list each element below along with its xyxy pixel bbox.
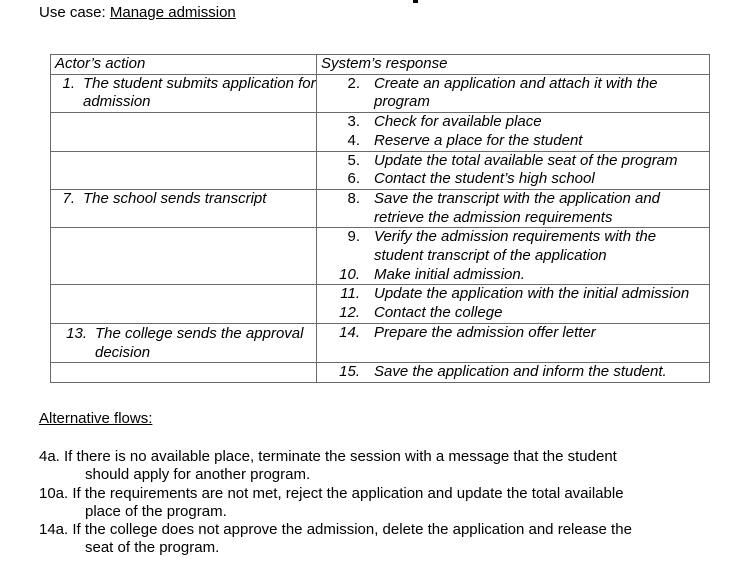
actor-cell bbox=[51, 363, 317, 383]
system-cell bbox=[317, 74, 710, 112]
actor-cell bbox=[51, 151, 317, 189]
step-text: Save the application and inform the student. bbox=[374, 363, 667, 381]
system-cell bbox=[317, 285, 710, 323]
system-cell bbox=[317, 189, 710, 227]
alt-flow-line: 4a. If there is no available place, terminate the session with a message that the student bbox=[39, 448, 617, 465]
table-row bbox=[51, 323, 710, 362]
alternative-flow-item bbox=[39, 485, 699, 521]
step-number: 11. bbox=[340, 285, 360, 303]
actor-step bbox=[51, 75, 316, 112]
step-number: 5. bbox=[347, 151, 360, 169]
table-row bbox=[51, 363, 710, 383]
table-row bbox=[51, 189, 710, 227]
step-number: 12. bbox=[339, 304, 360, 322]
table-row bbox=[51, 151, 710, 189]
actor-cell bbox=[51, 74, 317, 112]
step-number: 3. bbox=[347, 113, 360, 131]
system-step bbox=[317, 170, 709, 189]
system-cell bbox=[317, 151, 710, 189]
actor-step bbox=[51, 190, 316, 209]
step-number: 15. bbox=[339, 363, 360, 381]
system-step bbox=[317, 228, 709, 265]
actor-cell bbox=[51, 189, 317, 227]
table-row bbox=[51, 228, 710, 285]
step-text: The school sends transcript bbox=[83, 189, 267, 207]
page-mark bbox=[413, 0, 418, 3]
system-step bbox=[317, 285, 709, 304]
alt-flow-line: 14a. If the college does not approve the admission, delete the application and release the bbox=[39, 521, 632, 538]
step-number: 9. bbox=[347, 228, 360, 246]
system-header-cell bbox=[317, 55, 710, 75]
step-number: 4. bbox=[347, 131, 360, 149]
alt-flow-line: seat of the program. bbox=[85, 539, 220, 556]
actor-cell bbox=[51, 228, 317, 285]
step-text: Update the application with the initial admission bbox=[374, 285, 690, 303]
system-step bbox=[317, 132, 709, 151]
alternative-flows-title: Alternative flows: bbox=[39, 410, 153, 427]
alt-flow-line: should apply for another program. bbox=[85, 466, 311, 483]
system-step bbox=[317, 113, 709, 132]
step-text: Reserve a place for the student bbox=[374, 131, 583, 149]
actor-cell bbox=[51, 285, 317, 323]
step-number: 14. bbox=[339, 323, 360, 341]
system-cell bbox=[317, 113, 710, 151]
step-text: The student submits application for admission bbox=[83, 74, 316, 111]
system-step bbox=[317, 190, 709, 227]
system-step bbox=[317, 324, 709, 343]
actor-cell bbox=[51, 113, 317, 151]
actor-header: Actor’s action bbox=[55, 55, 146, 72]
alternative-flow-item bbox=[39, 448, 699, 484]
step-text: Save the transcript with the application and retrieve the admission requirements bbox=[374, 189, 661, 226]
table-row bbox=[51, 285, 710, 323]
step-text: Contact the student’s high school bbox=[374, 170, 595, 188]
step-number: 1. bbox=[62, 74, 75, 92]
use-case-name: Manage admission bbox=[109, 4, 236, 21]
step-text: The college sends the approval decision bbox=[95, 324, 304, 361]
step-number: 10. bbox=[339, 265, 360, 283]
step-number: 6. bbox=[347, 170, 360, 188]
table-header-row bbox=[51, 55, 710, 75]
use-case-label: Use case: bbox=[39, 4, 106, 21]
system-step bbox=[317, 75, 709, 112]
alt-flow-line: place of the program. bbox=[85, 503, 227, 520]
table-row bbox=[51, 74, 710, 112]
use-case-flow-table bbox=[50, 54, 710, 383]
actor-cell bbox=[51, 323, 317, 362]
step-number: 13. bbox=[66, 324, 87, 342]
step-text: Make initial admission. bbox=[374, 265, 525, 283]
system-header: System’s response bbox=[321, 55, 448, 72]
system-step bbox=[317, 304, 709, 323]
step-number: 8. bbox=[347, 189, 360, 207]
alternative-flow-item bbox=[39, 521, 699, 557]
step-number: 2. bbox=[347, 74, 360, 92]
system-cell bbox=[317, 363, 710, 383]
actor-header-cell bbox=[51, 55, 317, 75]
step-text: Create an application and attach it with the program bbox=[374, 74, 658, 111]
step-text: Check for available place bbox=[374, 113, 542, 131]
system-cell bbox=[317, 228, 710, 285]
system-step bbox=[317, 266, 709, 285]
use-case-heading bbox=[39, 4, 236, 22]
system-step bbox=[317, 152, 709, 171]
system-step bbox=[317, 363, 709, 382]
step-text: Verify the admission requirements with the student transcript of the application bbox=[374, 228, 657, 265]
step-text: Contact the college bbox=[374, 304, 503, 322]
step-text: Update the total available seat of the program bbox=[374, 151, 678, 169]
alt-flow-line: 10a. If the requirements are not met, reject the application and update the total available bbox=[39, 485, 624, 502]
table-row bbox=[51, 113, 710, 151]
system-cell bbox=[317, 323, 710, 362]
step-text: Prepare the admission offer letter bbox=[374, 323, 596, 341]
step-number: 7. bbox=[62, 189, 75, 207]
actor-step bbox=[51, 325, 316, 362]
